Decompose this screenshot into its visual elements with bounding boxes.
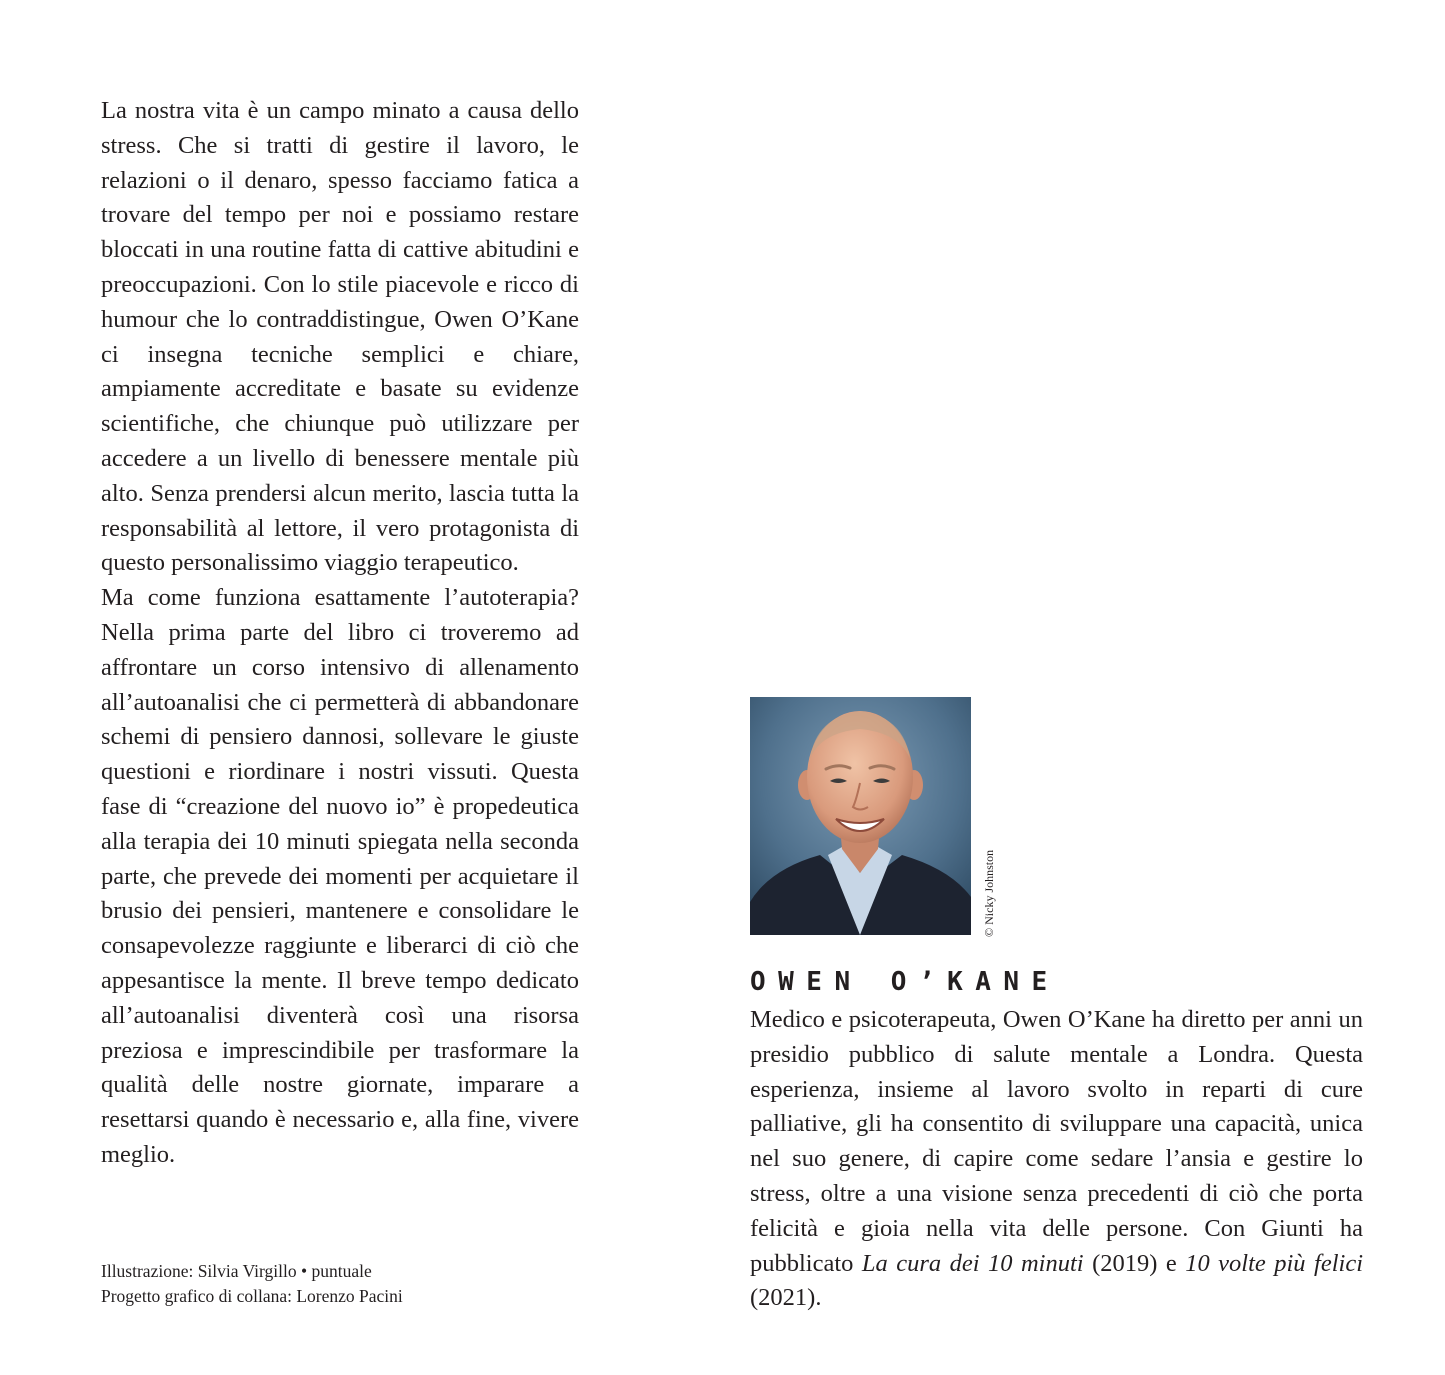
author-name: OWEN O’KANE <box>750 967 1060 997</box>
author-photo-frame <box>750 697 996 937</box>
author-bio <box>750 1003 1363 1316</box>
book-title-1: La cura dei 10 minuti <box>861 1249 1084 1277</box>
blurb-paragraph-2: Ma come funziona esattamente l’autoterapia? Nella prima parte del libro ci troveremo ad affrontare un corso intensivo di allenamento all’autoanalisi che ci permetterà di abbandonare schemi di pensiero dannosi, sollevare le giuste questioni e riordinare i nostri vissuti. Questa fase di “creazione del nuovo io” è propedeutica alla terapia dei 10 minuti spiegata nella seconda parte, che prevede dei momenti per acquietare il brusio dei pensieri, mantenere e consolidare le consapevolezze raggiunte e liberarci di ciò che appesantisce la mente. Il breve tempo dedicato all’autoanalisi diventerà così una risorsa preziosa e imprescindibile per trasformare la qualità delle nostre giornate, imparare a resettarsi quando è necessario e, alla fine, vivere meglio. <box>101 584 579 1168</box>
blurb-paragraph-1: La nostra vita è un campo minato a causa dello stress. Che si tratti di gestire il lavoro, le relazioni o il denaro, spesso facciamo fatica a trovare del tempo per noi e possiamo restare bloccati in una routine fatta di cattive abitudini e preoccupazioni. Con lo stile piacevole e ricco di humour che lo contraddistingue, Owen O’Kane ci insegna tecniche semplici e chiare, ampiamente accreditate e basate su evidenze scientifiche, che chiunque può utilizzare per accedere a un livello di benessere mentale più alto. Senza prendersi alcun merito, lascia tutta la responsabilità al lettore, il vero protagonista di questo personalissimo viaggio terapeutico. <box>101 97 579 577</box>
author-bio-text: Medico e psicoterapeuta, Owen O’Kane ha diretto per anni un presidio pubblico di salute mentale a Londra. Questa esperienza, insieme al lavoro svolto in reparti di cure palliative, gli ha consentito di sviluppare una capacità, unica nel suo genere, di capire come sedare l’ansia e gestire lo stress, oltre a una visione senza precedenti di ciò che porta felicità e gioia nella vita delle persone. Con Giunti ha pubblicato <box>750 1006 1363 1277</box>
back-cover-blurb-column <box>101 94 579 1173</box>
author-photo <box>750 697 971 935</box>
book-blurb <box>101 94 579 1173</box>
design-credits <box>101 1259 621 1309</box>
author-section <box>750 697 1363 1316</box>
photo-credit: © Nicky Johnston <box>982 849 996 937</box>
series-design-credit: Progetto grafico di collana: Lorenzo Pacini <box>101 1286 403 1306</box>
illustration-credit: Illustrazione: Silvia Virgillo • puntuale <box>101 1261 372 1281</box>
book-year-2: (2021). <box>750 1284 822 1312</box>
book-title-2: 10 volte più felici <box>1185 1249 1363 1277</box>
book-year-1: (2019) e <box>1092 1249 1177 1277</box>
